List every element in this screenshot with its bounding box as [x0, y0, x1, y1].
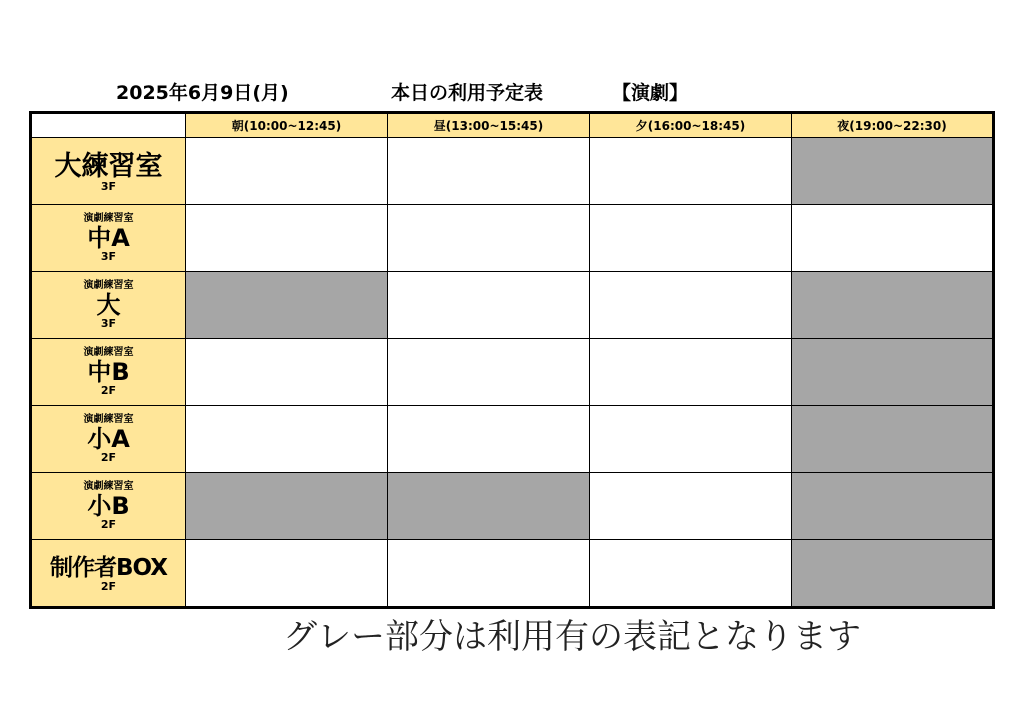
slot-cell — [590, 540, 792, 608]
slot-cell — [388, 272, 590, 339]
room-label — [31, 272, 186, 339]
room-name: 中A — [87, 224, 130, 252]
schedule-table — [29, 111, 995, 609]
schedule-date: 2025年6月9日(月) — [116, 82, 289, 104]
slot-header-evening: 夕(16:00~18:45) — [590, 113, 792, 138]
slot-header-morning: 朝(10:00~12:45) — [186, 113, 388, 138]
slot-cell — [186, 540, 388, 608]
room-floor: 2F — [100, 451, 117, 464]
slot-cell — [186, 138, 388, 205]
room-name: 小B — [87, 492, 130, 520]
slot-cell — [590, 138, 792, 205]
room-name: 制作者BOX — [50, 554, 167, 581]
slot-header-night: 夜(19:00~22:30) — [792, 113, 994, 138]
room-floor: 2F — [100, 384, 117, 397]
room-label — [31, 406, 186, 473]
room-category: 演劇練習室 — [83, 280, 134, 291]
slot-cell-used — [792, 272, 994, 339]
room-label — [31, 473, 186, 540]
slot-cell-used — [792, 138, 994, 205]
room-row — [31, 205, 994, 272]
slot-cell-used — [388, 473, 590, 540]
slot-cell — [186, 205, 388, 272]
room-label — [31, 339, 186, 406]
room-category: 演劇練習室 — [83, 213, 134, 224]
room-row — [31, 339, 994, 406]
page-title: 本日の利用予定表 — [391, 82, 544, 104]
room-row — [31, 138, 994, 205]
slot-cell-used — [792, 540, 994, 608]
room-name: 大練習室 — [54, 150, 163, 182]
room-floor: 3F — [100, 317, 117, 330]
slot-cell — [388, 540, 590, 608]
slot-cell — [590, 473, 792, 540]
slot-cell — [388, 138, 590, 205]
slot-cell — [388, 339, 590, 406]
room-row — [31, 473, 994, 540]
room-name: 中B — [87, 358, 130, 386]
room-floor: 3F — [100, 179, 117, 193]
room-name: 小A — [87, 425, 130, 453]
room-category: 演劇練習室 — [83, 347, 134, 358]
corner-cell — [31, 113, 186, 138]
slot-cell-used — [792, 473, 994, 540]
slot-cell — [590, 205, 792, 272]
legend-note: グレー部分は利用有の表記となります — [283, 617, 861, 657]
slot-cell — [388, 205, 590, 272]
room-floor: 2F — [100, 579, 117, 593]
slot-cell — [186, 406, 388, 473]
room-floor: 3F — [100, 250, 117, 263]
room-row — [31, 272, 994, 339]
room-label — [31, 138, 186, 205]
room-floor: 2F — [100, 518, 117, 531]
genre-label: 【演劇】 — [612, 82, 689, 104]
slot-cell — [590, 272, 792, 339]
slot-cell-used — [186, 473, 388, 540]
slot-cell-used — [792, 406, 994, 473]
slot-header-afternoon: 昼(13:00~15:45) — [388, 113, 590, 138]
slot-cell-used — [186, 272, 388, 339]
slot-cell — [590, 406, 792, 473]
room-row — [31, 540, 994, 608]
slot-cell — [388, 406, 590, 473]
room-label — [31, 205, 186, 272]
slot-cell — [590, 339, 792, 406]
room-name: 大 — [96, 291, 121, 319]
slot-cell — [792, 205, 994, 272]
room-category: 演劇練習室 — [83, 414, 134, 425]
slot-cell — [186, 339, 388, 406]
room-category: 演劇練習室 — [83, 481, 134, 492]
room-row — [31, 406, 994, 473]
slot-cell-used — [792, 339, 994, 406]
room-label — [31, 540, 186, 608]
